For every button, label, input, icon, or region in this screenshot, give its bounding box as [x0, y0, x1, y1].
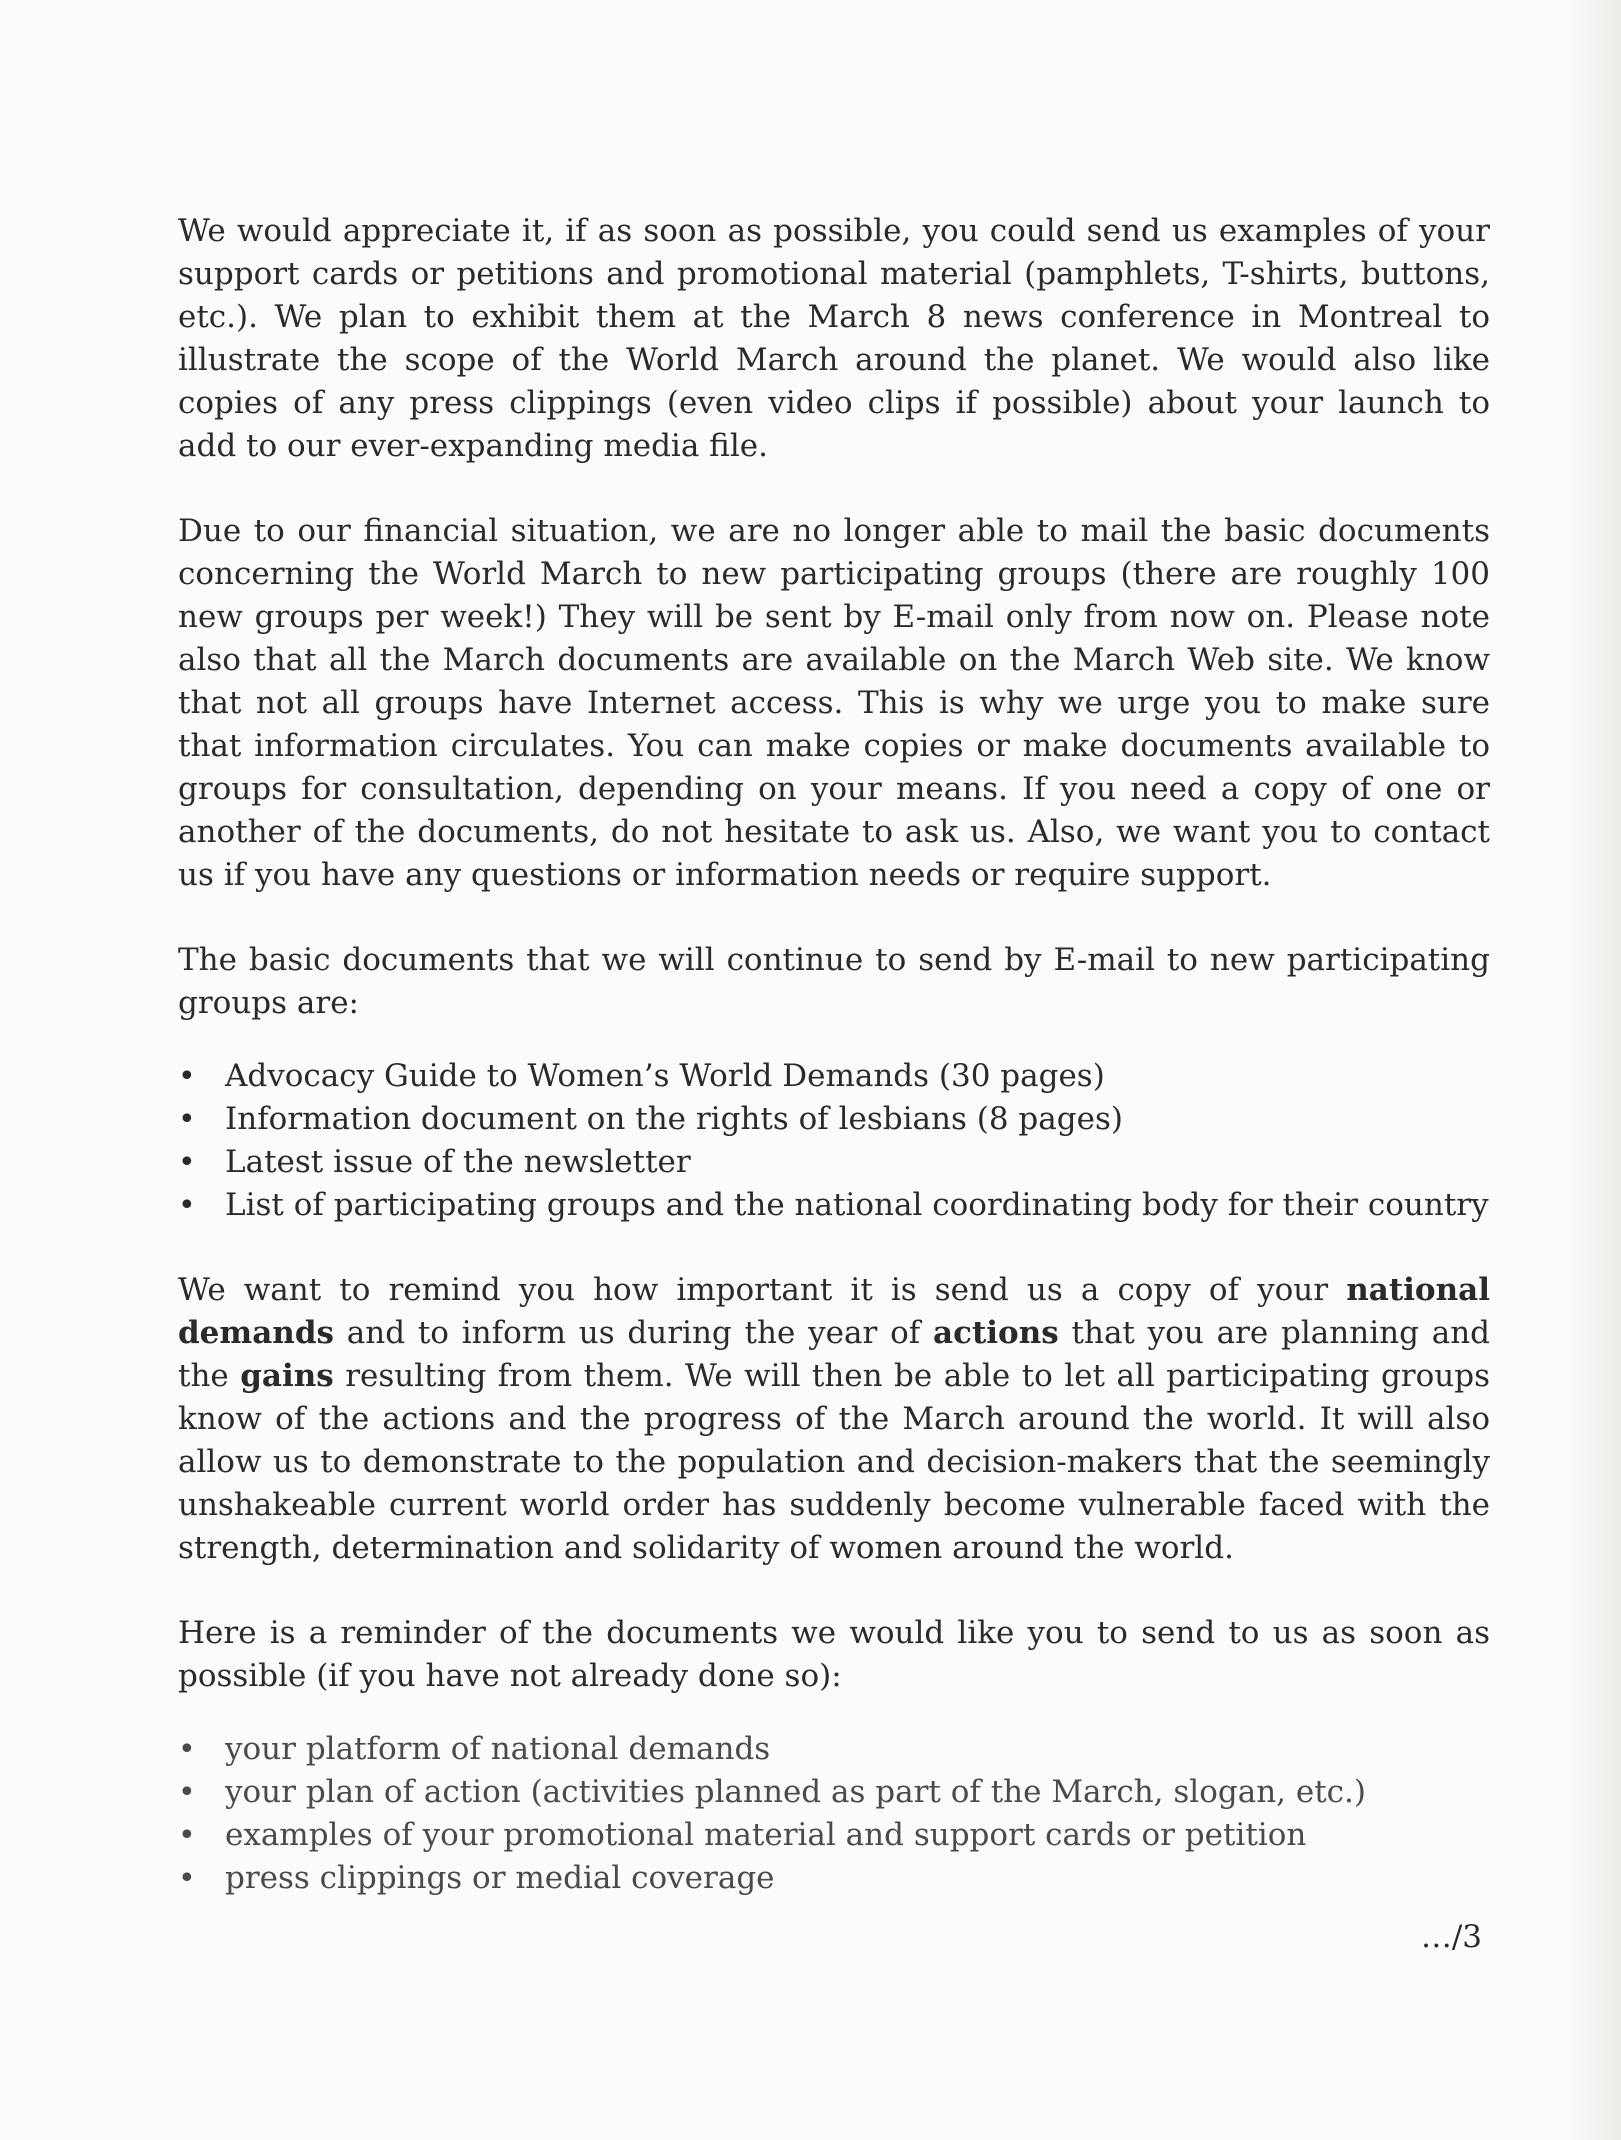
text-segment: and to inform us during the year of	[333, 1315, 933, 1351]
list-item: • List of participating groups and the national coordinating body for their country	[178, 1184, 1490, 1227]
paragraph-basic-documents-intro: The basic documents that we will continue to send by E-mail to new participating groups are:	[178, 942, 1490, 1021]
list-item: • your platform of national demands	[178, 1728, 1490, 1771]
emphasis-national-demands: national demands	[178, 1272, 1490, 1351]
paragraph-national-demands	[178, 1269, 1490, 1570]
basic-documents-list	[178, 1055, 1490, 1227]
text-segment: We want to remind you how important it is send us a copy of your	[178, 1272, 1347, 1308]
list-item: • Advocacy Guide to Women’s World Demands (30 pages)	[178, 1055, 1490, 1098]
paragraph-financial-situation: Due to our financial situation, we are no longer able to mail the basic documents concerning the World March to new participating groups (there are roughly 100 new groups per week!) They will be sent by E-mail only from now on. Please note also that all the March documents are available on the March Web site. We know that not all groups have Internet access. This is why we urge you to make sure that information circulates. You can make copies or make documents available to groups for consultation, depending on your means. If you need a copy of one or another of the documents, do not hesitate to ask us. Also, we want you to contact us if you have any questions or information needs or require support.	[178, 513, 1490, 893]
page-number: …/3	[1420, 1919, 1482, 1955]
list-item: • your plan of action (activities planned as part of the March, slogan, etc.)	[178, 1771, 1490, 1814]
letter-page	[178, 210, 1490, 1959]
list-item: • Latest issue of the newsletter	[178, 1141, 1490, 1184]
list-item: • Information document on the rights of lesbians (8 pages)	[178, 1098, 1490, 1141]
scan-edge-shadow	[1561, 0, 1621, 2140]
list-item: • examples of your promotional material and support cards or petition	[178, 1814, 1490, 1857]
emphasis-gains: gains	[240, 1358, 334, 1394]
text-segment: that you are planning and the	[178, 1315, 1491, 1394]
text-segment: resulting from them. We will then be able to let all participating groups know of the actions and the progress of the March around the world. It will also allow us to demonstrate to the population and decision-makers that the seemingly unshakeable current world order has suddenly become vulnerable faced with the strength, determination and solidarity of women around the world.	[178, 1358, 1490, 1566]
paragraph-reminder-intro: Here is a reminder of the documents we would like you to send to us as soon as possible (if you have not already done so):	[178, 1615, 1490, 1694]
paragraph-support-material: We would appreciate it, if as soon as possible, you could send us examples of your support cards or petitions and promotional material (pamphlets, T-shirts, buttons, etc.). We plan to exhibit them at the March 8 news conference in Montreal to illustrate the scope of the World March around the planet. We would also like copies of any press clippings (even video clips if possible) about your launch to add to our ever-expanding media file.	[178, 213, 1490, 464]
requested-documents-list	[178, 1728, 1490, 1900]
list-item: • press clippings or medial coverage	[178, 1857, 1490, 1900]
emphasis-actions: actions	[933, 1315, 1059, 1351]
